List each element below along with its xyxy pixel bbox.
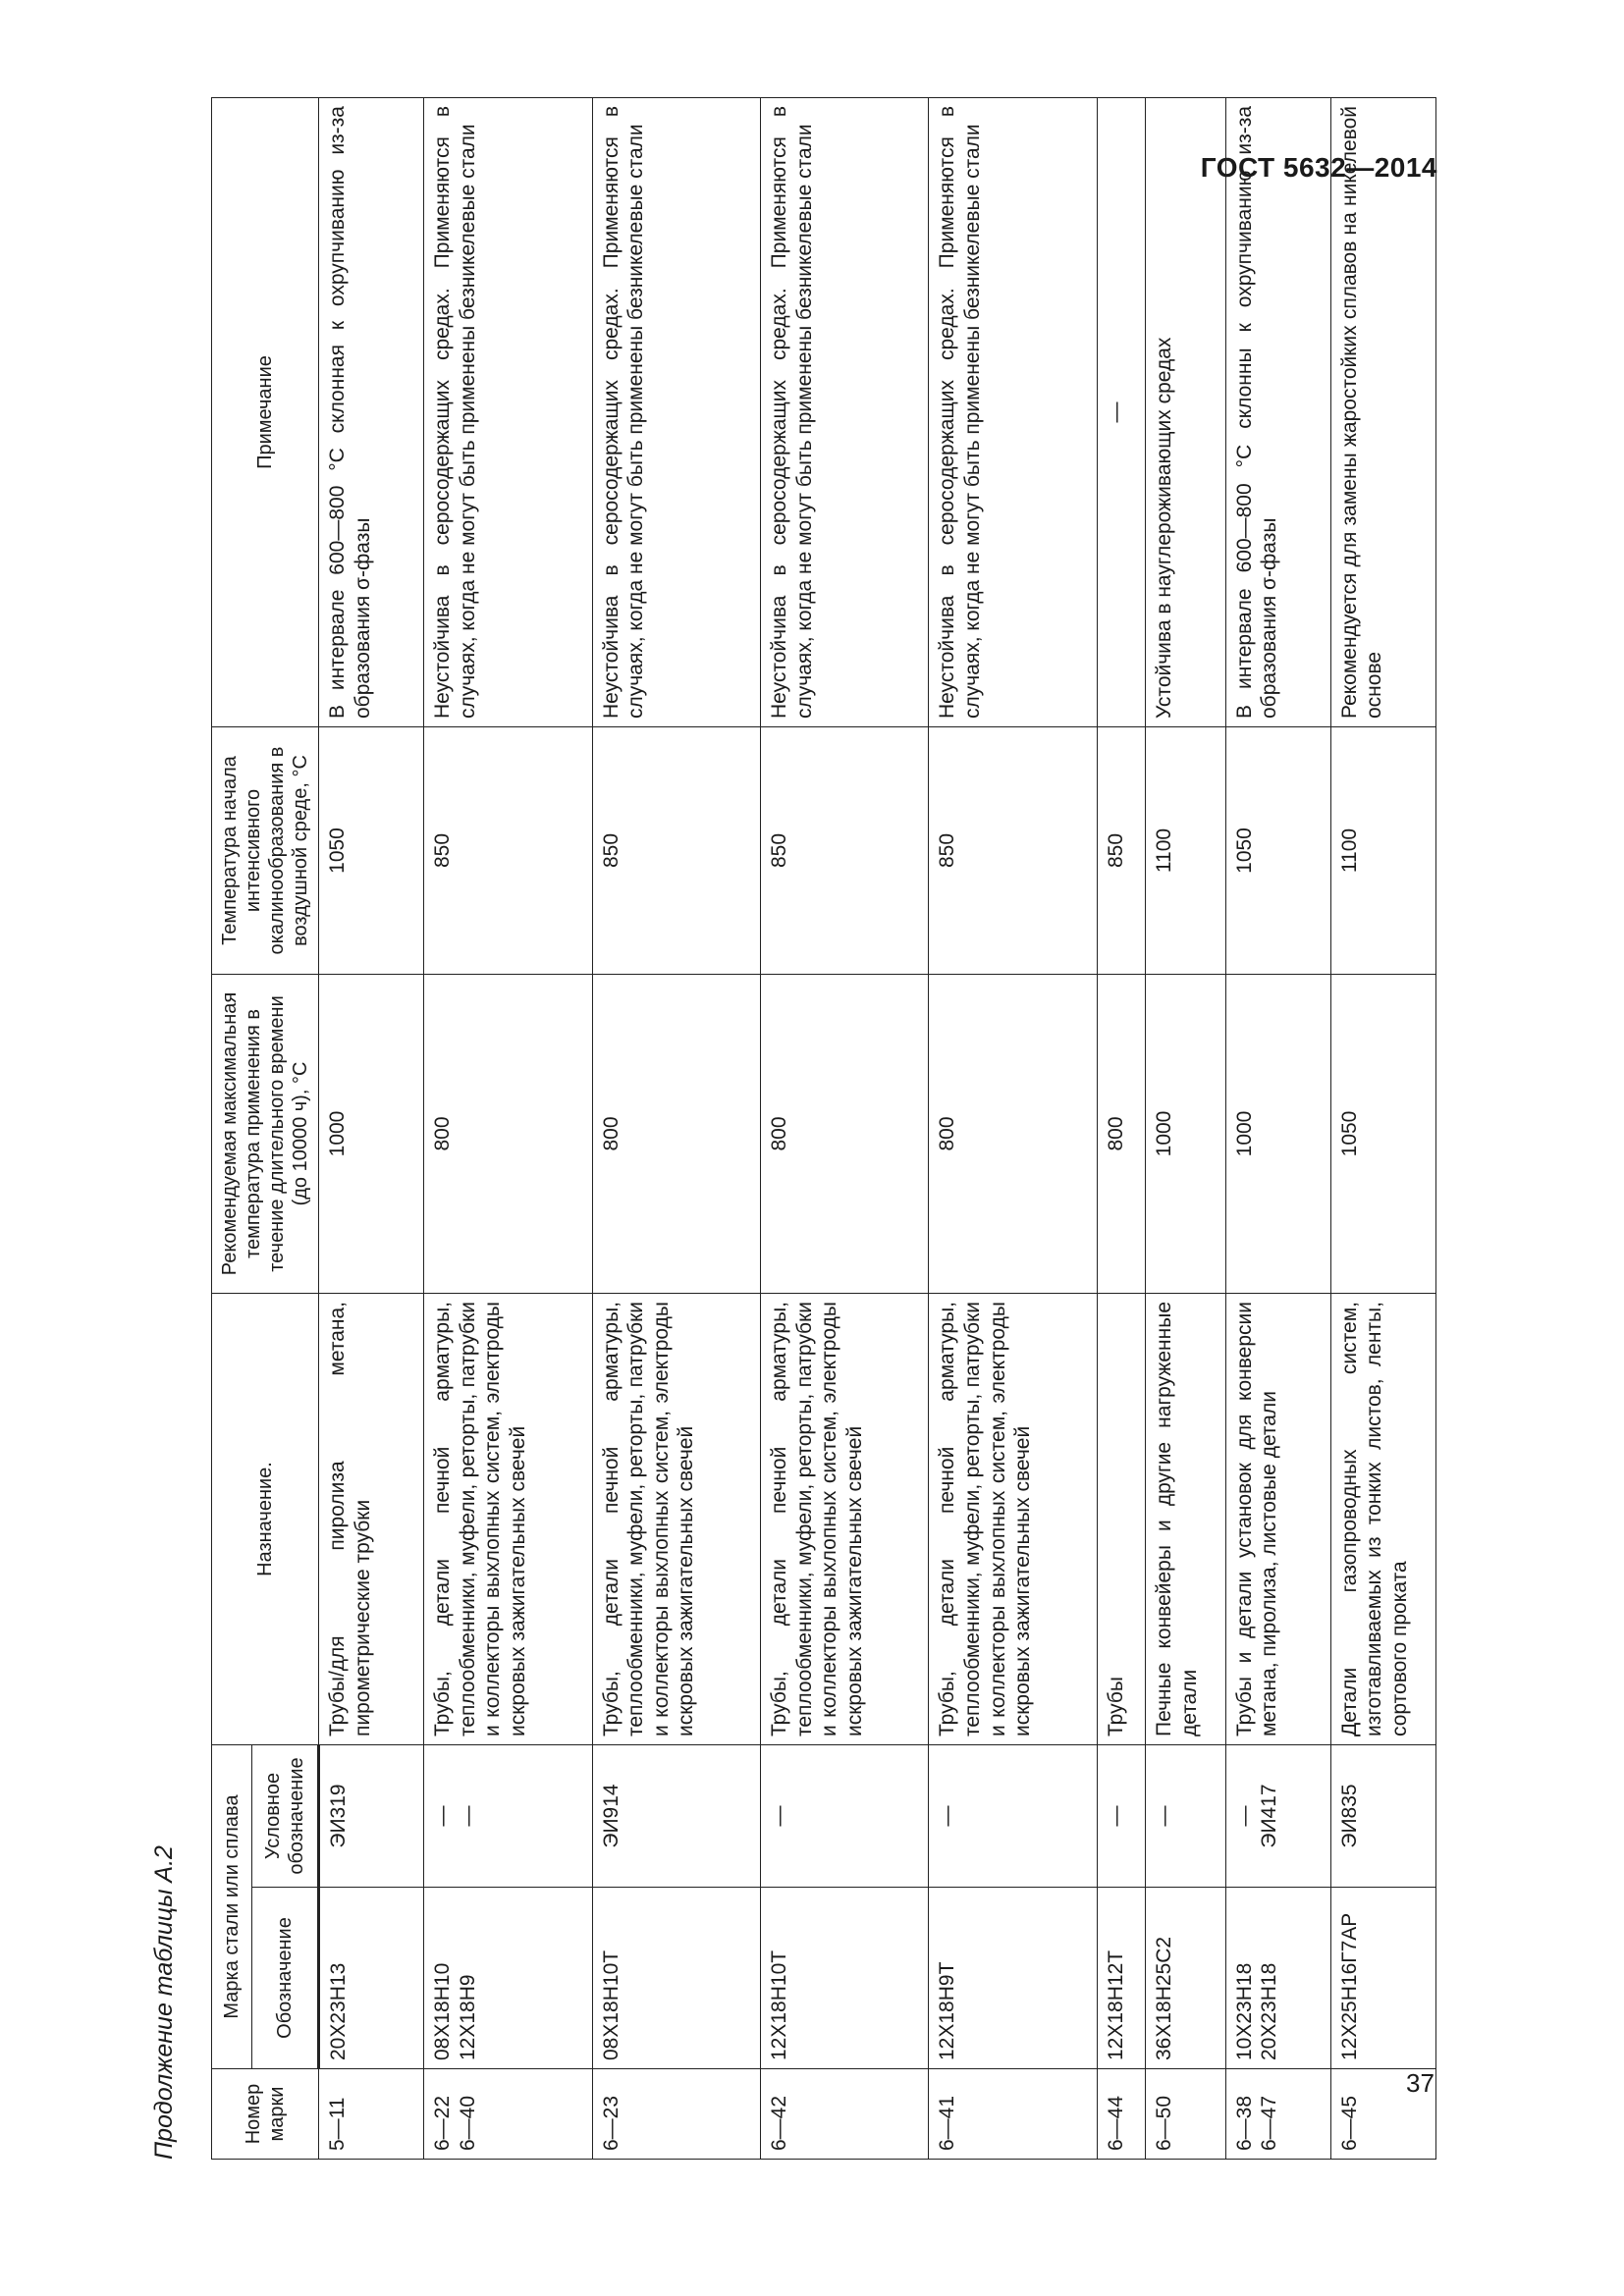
cell-purpose: Трубы bbox=[1097, 1294, 1145, 1745]
table-row bbox=[1146, 98, 1225, 2160]
cell-number: 6—38 6—47 bbox=[1225, 2069, 1330, 2160]
cell-max-temp: 1000 bbox=[319, 975, 424, 1294]
cell-note: Рекомендуется для замены жаростойких сплавов на никелевой основе bbox=[1330, 98, 1435, 727]
cell-purpose: Детали газопроводных систем, изготавливаемых из тонких листов, ленты, сортового проката bbox=[1330, 1294, 1435, 1745]
cell-scale-temp: 850 bbox=[592, 727, 760, 975]
cell-designation: 10Х23Н18 20Х23Н18 bbox=[1225, 1888, 1330, 2069]
cell-max-temp: 800 bbox=[929, 975, 1097, 1294]
cell-purpose: Трубы/для пиролиза метана, пирометрические трубки bbox=[319, 1294, 424, 1745]
table-row bbox=[1330, 98, 1435, 2160]
cell-scale-temp: 1100 bbox=[1146, 727, 1225, 975]
cell-max-temp: 1000 bbox=[1225, 975, 1330, 1294]
cell-conventional: — ЭИ417 bbox=[1225, 1745, 1330, 1888]
cell-scale-temp: 850 bbox=[424, 727, 592, 975]
table-continuation-caption: Продолжение таблицы А.2 bbox=[150, 1845, 178, 2160]
rotated-table-block bbox=[150, 98, 1427, 2160]
document-code: ГОСТ 5632—2014 bbox=[1200, 152, 1437, 183]
table-row bbox=[1097, 98, 1145, 2160]
table-row bbox=[1225, 98, 1330, 2160]
cell-max-temp: 1000 bbox=[1146, 975, 1225, 1294]
cell-max-temp: 800 bbox=[592, 975, 760, 1294]
cell-conventional: — bbox=[1097, 1745, 1145, 1888]
cell-conventional: ЭИ319 bbox=[319, 1745, 424, 1888]
cell-note: В интервале 600—800 °С склонны к охрупчиванию из-за образования σ-фазы bbox=[1225, 98, 1330, 727]
cell-scale-temp: 1100 bbox=[1330, 727, 1435, 975]
header-max-temp: Рекомендуемая максимальная температура применения в течение длительного времени (до 10000 ч), °С bbox=[212, 975, 319, 1294]
steel-grades-table bbox=[211, 97, 1436, 2160]
cell-conventional: — bbox=[1146, 1745, 1225, 1888]
table-row bbox=[319, 98, 424, 2160]
cell-designation: 08Х18Н10Т bbox=[592, 1888, 760, 2069]
header-number: Номер марки bbox=[212, 2069, 319, 2160]
cell-note: В интервале 600—800 °С склонная к охрупчиванию из-за образования σ-фазы bbox=[319, 98, 424, 727]
cell-scale-temp: 1050 bbox=[1225, 727, 1330, 975]
cell-scale-temp: 1050 bbox=[319, 727, 424, 975]
cell-note: Устойчива в науглероживающих средах bbox=[1146, 98, 1225, 727]
cell-designation: 12Х25Н16Г7АР bbox=[1330, 1888, 1435, 2069]
cell-number: 6—22 6—40 bbox=[424, 2069, 592, 2160]
cell-designation: 12Х18Н9Т bbox=[929, 1888, 1097, 2069]
cell-conventional: — bbox=[929, 1745, 1097, 1888]
header-grade-group: Марка стали или сплава bbox=[212, 1745, 252, 2069]
cell-purpose: Трубы, детали печной арматуры, теплообменники, муфели, реторты, патрубки и коллекторы выхлопных систем, электроды искровых зажигательных свечей bbox=[761, 1294, 929, 1745]
cell-max-temp: 800 bbox=[761, 975, 929, 1294]
cell-purpose: Трубы, детали печной арматуры, теплообменники, муфели, реторты, патрубки и коллекторы выхлопных систем, электроды искровых зажигательных свечей bbox=[424, 1294, 592, 1745]
cell-conventional: ЭИ835 bbox=[1330, 1745, 1435, 1888]
cell-designation: 36Х18Н25С2 bbox=[1146, 1888, 1225, 2069]
header-scale-temp: Температура начала интенсивного окалинообразования в воздушной среде, °С bbox=[212, 727, 319, 975]
cell-purpose: Трубы, детали печной арматуры, теплообменники, муфели, реторты, патрубки и коллекторы выхлопных систем, электроды искровых зажигательных свечей bbox=[592, 1294, 760, 1745]
cell-designation: 12Х18Н12Т bbox=[1097, 1888, 1145, 2069]
cell-number: 6—44 bbox=[1097, 2069, 1145, 2160]
cell-number: 6—41 bbox=[929, 2069, 1097, 2160]
cell-note: — bbox=[1097, 98, 1145, 727]
cell-conventional: — bbox=[761, 1745, 929, 1888]
table-row bbox=[424, 98, 592, 2160]
cell-designation: 08Х18Н10 12Х18Н9 bbox=[424, 1888, 592, 2069]
table-row bbox=[592, 98, 760, 2160]
cell-note: Неустойчива в серосодержащих средах. Применяются в случаях, когда не могут быть применены безникелевые стали bbox=[592, 98, 760, 727]
cell-conventional: ЭИ914 bbox=[592, 1745, 760, 1888]
cell-number: 6—45 bbox=[1330, 2069, 1435, 2160]
cell-scale-temp: 850 bbox=[1097, 727, 1145, 975]
cell-max-temp: 800 bbox=[1097, 975, 1145, 1294]
page-number: 37 bbox=[1406, 2068, 1435, 2098]
header-purpose: Назначение. bbox=[212, 1294, 319, 1745]
cell-max-temp: 1050 bbox=[1330, 975, 1435, 1294]
cell-note: Неустойчива в серосодержащих средах. Применяются в случаях, когда не могут быть применены безникелевые стали bbox=[761, 98, 929, 727]
cell-purpose: Печные конвейеры и другие нагруженные детали bbox=[1146, 1294, 1225, 1745]
cell-purpose: Трубы и детали установок для конверсии метана, пиролиза, листовые детали bbox=[1225, 1294, 1330, 1745]
cell-designation: 12Х18Н10Т bbox=[761, 1888, 929, 2069]
cell-designation: 20Х23Н13 bbox=[319, 1888, 424, 2069]
cell-max-temp: 800 bbox=[424, 975, 592, 1294]
cell-number: 6—42 bbox=[761, 2069, 929, 2160]
cell-note: Неустойчива в серосодержащих средах. Применяются в случаях, когда не могут быть применены безникелевые стали bbox=[424, 98, 592, 727]
cell-number: 6—50 bbox=[1146, 2069, 1225, 2160]
cell-conventional: — — bbox=[424, 1745, 592, 1888]
cell-number: 5—11 bbox=[319, 2069, 424, 2160]
cell-note: Неустойчива в серосодержащих средах. Применяются в случаях, когда не могут быть применены безникелевые стали bbox=[929, 98, 1097, 727]
header-conventional: Условное обозначение bbox=[251, 1745, 318, 1888]
header-designation: Обозначение bbox=[251, 1888, 318, 2069]
header-note: Примечание bbox=[212, 98, 319, 727]
table-row bbox=[761, 98, 929, 2160]
cell-number: 6—23 bbox=[592, 2069, 760, 2160]
table-row bbox=[929, 98, 1097, 2160]
cell-scale-temp: 850 bbox=[761, 727, 929, 975]
cell-scale-temp: 850 bbox=[929, 727, 1097, 975]
cell-purpose: Трубы, детали печной арматуры, теплообменники, муфели, реторты, патрубки и коллекторы выхлопных систем, электроды искровых зажигательных свечей bbox=[929, 1294, 1097, 1745]
